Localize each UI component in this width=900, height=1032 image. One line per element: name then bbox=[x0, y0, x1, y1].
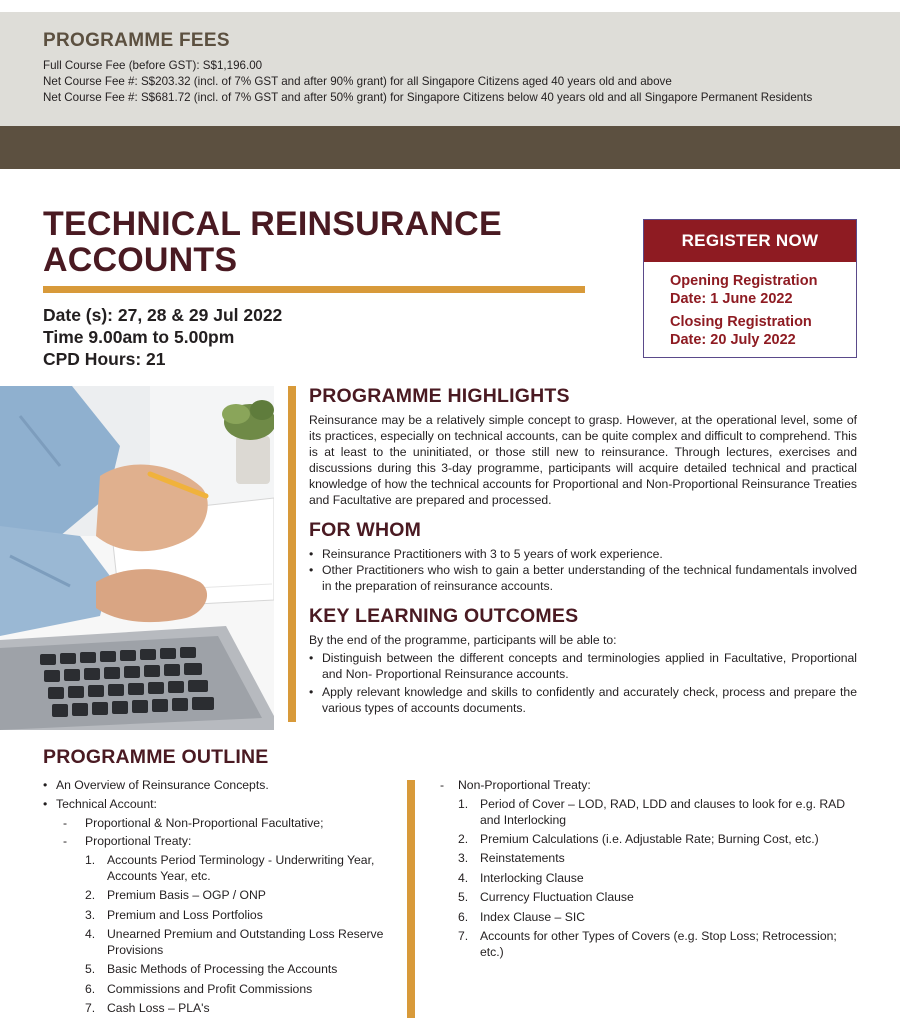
course-details bbox=[309, 384, 857, 716]
fee-full: Full Course Fee (before GST): S$1,196.00 bbox=[43, 59, 263, 72]
course-cpd: CPD Hours: 21 bbox=[43, 349, 166, 369]
course-schedule bbox=[43, 304, 282, 370]
list-item: • An Overview of Reinsurance Concepts. bbox=[43, 778, 269, 792]
list-item: - Proportional Treaty: bbox=[63, 834, 192, 849]
list-item: 7. Cash Loss – PLA's bbox=[85, 1001, 210, 1016]
laptop-writing-photo bbox=[0, 386, 274, 730]
course-dates: Date (s): 27, 28 & 29 Jul 2022 bbox=[43, 305, 283, 325]
outline-right-column bbox=[440, 778, 860, 964]
list-item: 6. Commissions and Profit Commissions bbox=[85, 981, 313, 996]
highlights-text: Reinsurance may be a relatively simple concept to grasp. However, at the operational level, some of its practices, especially on technical accounts, can be quite complex and difficult to comprehend. This is at least to the uninitiated, or those still new to reinsurance. Through lectures, exercises and discussions during this 3-day programme, participants will acquire detailed technical and practical knowledge of how the technical accounts for Proportional and Non-Proportional Reinsurance Treaties and Facultative are prepared and processed. bbox=[309, 413, 857, 507]
fee-net-below-40: Net Course Fee #: S$681.72 (incl. of 7% GST and after 50% grant) for Singapore Citizens below 40 years old and all Singapore Permanent Residents bbox=[43, 91, 813, 104]
list-item: • Distinguish between the different concepts and terminologies applied in Facultative, Proportional and Non- Proportional Reinsurance accounts. bbox=[309, 650, 857, 682]
fees-title: PROGRAMME FEES bbox=[43, 30, 230, 51]
outline-left-column bbox=[43, 778, 393, 1021]
photo-illustration bbox=[0, 386, 274, 730]
course-title-line1: TECHNICAL REINSURANCE bbox=[43, 205, 502, 243]
list-item: - Non-Proportional Treaty: bbox=[440, 778, 591, 792]
for-whom-title: FOR WHOM bbox=[309, 519, 422, 541]
list-item: 1. Accounts Period Terminology - Underwriting Year, Accounts Year, etc. bbox=[85, 853, 375, 883]
list-item: 3. Reinstatements bbox=[458, 851, 565, 866]
highlights-title: PROGRAMME HIGHLIGHTS bbox=[309, 385, 570, 407]
title-underline bbox=[43, 286, 585, 293]
closing-label: Closing Registration bbox=[670, 314, 812, 330]
list-item: 6. Index Clause – SIC bbox=[458, 909, 586, 924]
list-item: 2. Premium Basis – OGP / ONP bbox=[85, 888, 266, 903]
outcomes-list bbox=[309, 650, 857, 716]
fees-section bbox=[0, 12, 900, 126]
plant-pot bbox=[236, 436, 270, 484]
list-item: • Reinsurance Practitioners with 3 to 5 years of work experience. bbox=[309, 546, 857, 562]
list-item: 7. Accounts for other Types of Covers (e.g. Stop Loss; Retrocession; etc.) bbox=[458, 928, 837, 959]
course-title-line2: ACCOUNTS bbox=[43, 241, 238, 279]
course-time: Time 9.00am to 5.00pm bbox=[43, 327, 235, 347]
for-whom-list bbox=[309, 546, 857, 594]
list-item: 4. Interlocking Clause bbox=[458, 870, 584, 885]
list-item: 2. Premium Calculations (i.e. Adjustable Rate; Burning Cost, etc.) bbox=[458, 831, 819, 846]
list-item: 5. Basic Methods of Processing the Accounts bbox=[85, 962, 338, 977]
course-title bbox=[43, 206, 603, 278]
list-item: 4. Unearned Premium and Outstanding Loss Reserve Provisions bbox=[85, 927, 384, 957]
opening-date: Date: 1 June 2022 bbox=[670, 291, 793, 307]
list-item: 3. Premium and Loss Portfolios bbox=[85, 907, 263, 922]
list-item: • Apply relevant knowledge and skills to confidently and accurately check, process and prepare the various types of accounts documents. bbox=[309, 684, 857, 716]
outcomes-title: KEY LEARNING OUTCOMES bbox=[309, 605, 579, 627]
list-item: • Other Practitioners who wish to gain a better understanding of the technical fundamentals involved in the preparation of reinsurance accounts. bbox=[309, 562, 857, 594]
content-side-rule bbox=[288, 386, 296, 722]
divider-band bbox=[0, 126, 900, 169]
list-item: • Technical Account: bbox=[43, 796, 157, 811]
list-item: 5. Currency Fluctuation Clause bbox=[458, 890, 634, 905]
closing-date: Date: 20 July 2022 bbox=[670, 332, 796, 348]
list-item: - Proportional & Non-Proportional Facultative; bbox=[63, 815, 324, 830]
registration-box bbox=[643, 219, 857, 358]
opening-label: Opening Registration bbox=[670, 273, 818, 289]
outline-divider bbox=[407, 780, 415, 1018]
outcomes-intro: By the end of the programme, participants will be able to: bbox=[309, 633, 617, 647]
register-now-button[interactable]: REGISTER NOW bbox=[644, 220, 856, 262]
list-item: 1. Period of Cover – LOD, RAD, LDD and clauses to look for e.g. RAD and Interlocking bbox=[458, 796, 846, 827]
fee-net-40-above: Net Course Fee #: S$203.32 (incl. of 7% GST and after 90% grant) for all Singapore Citizens aged 40 years old and above bbox=[43, 75, 672, 88]
outline-title: PROGRAMME OUTLINE bbox=[43, 746, 269, 768]
registration-dates bbox=[644, 262, 856, 349]
